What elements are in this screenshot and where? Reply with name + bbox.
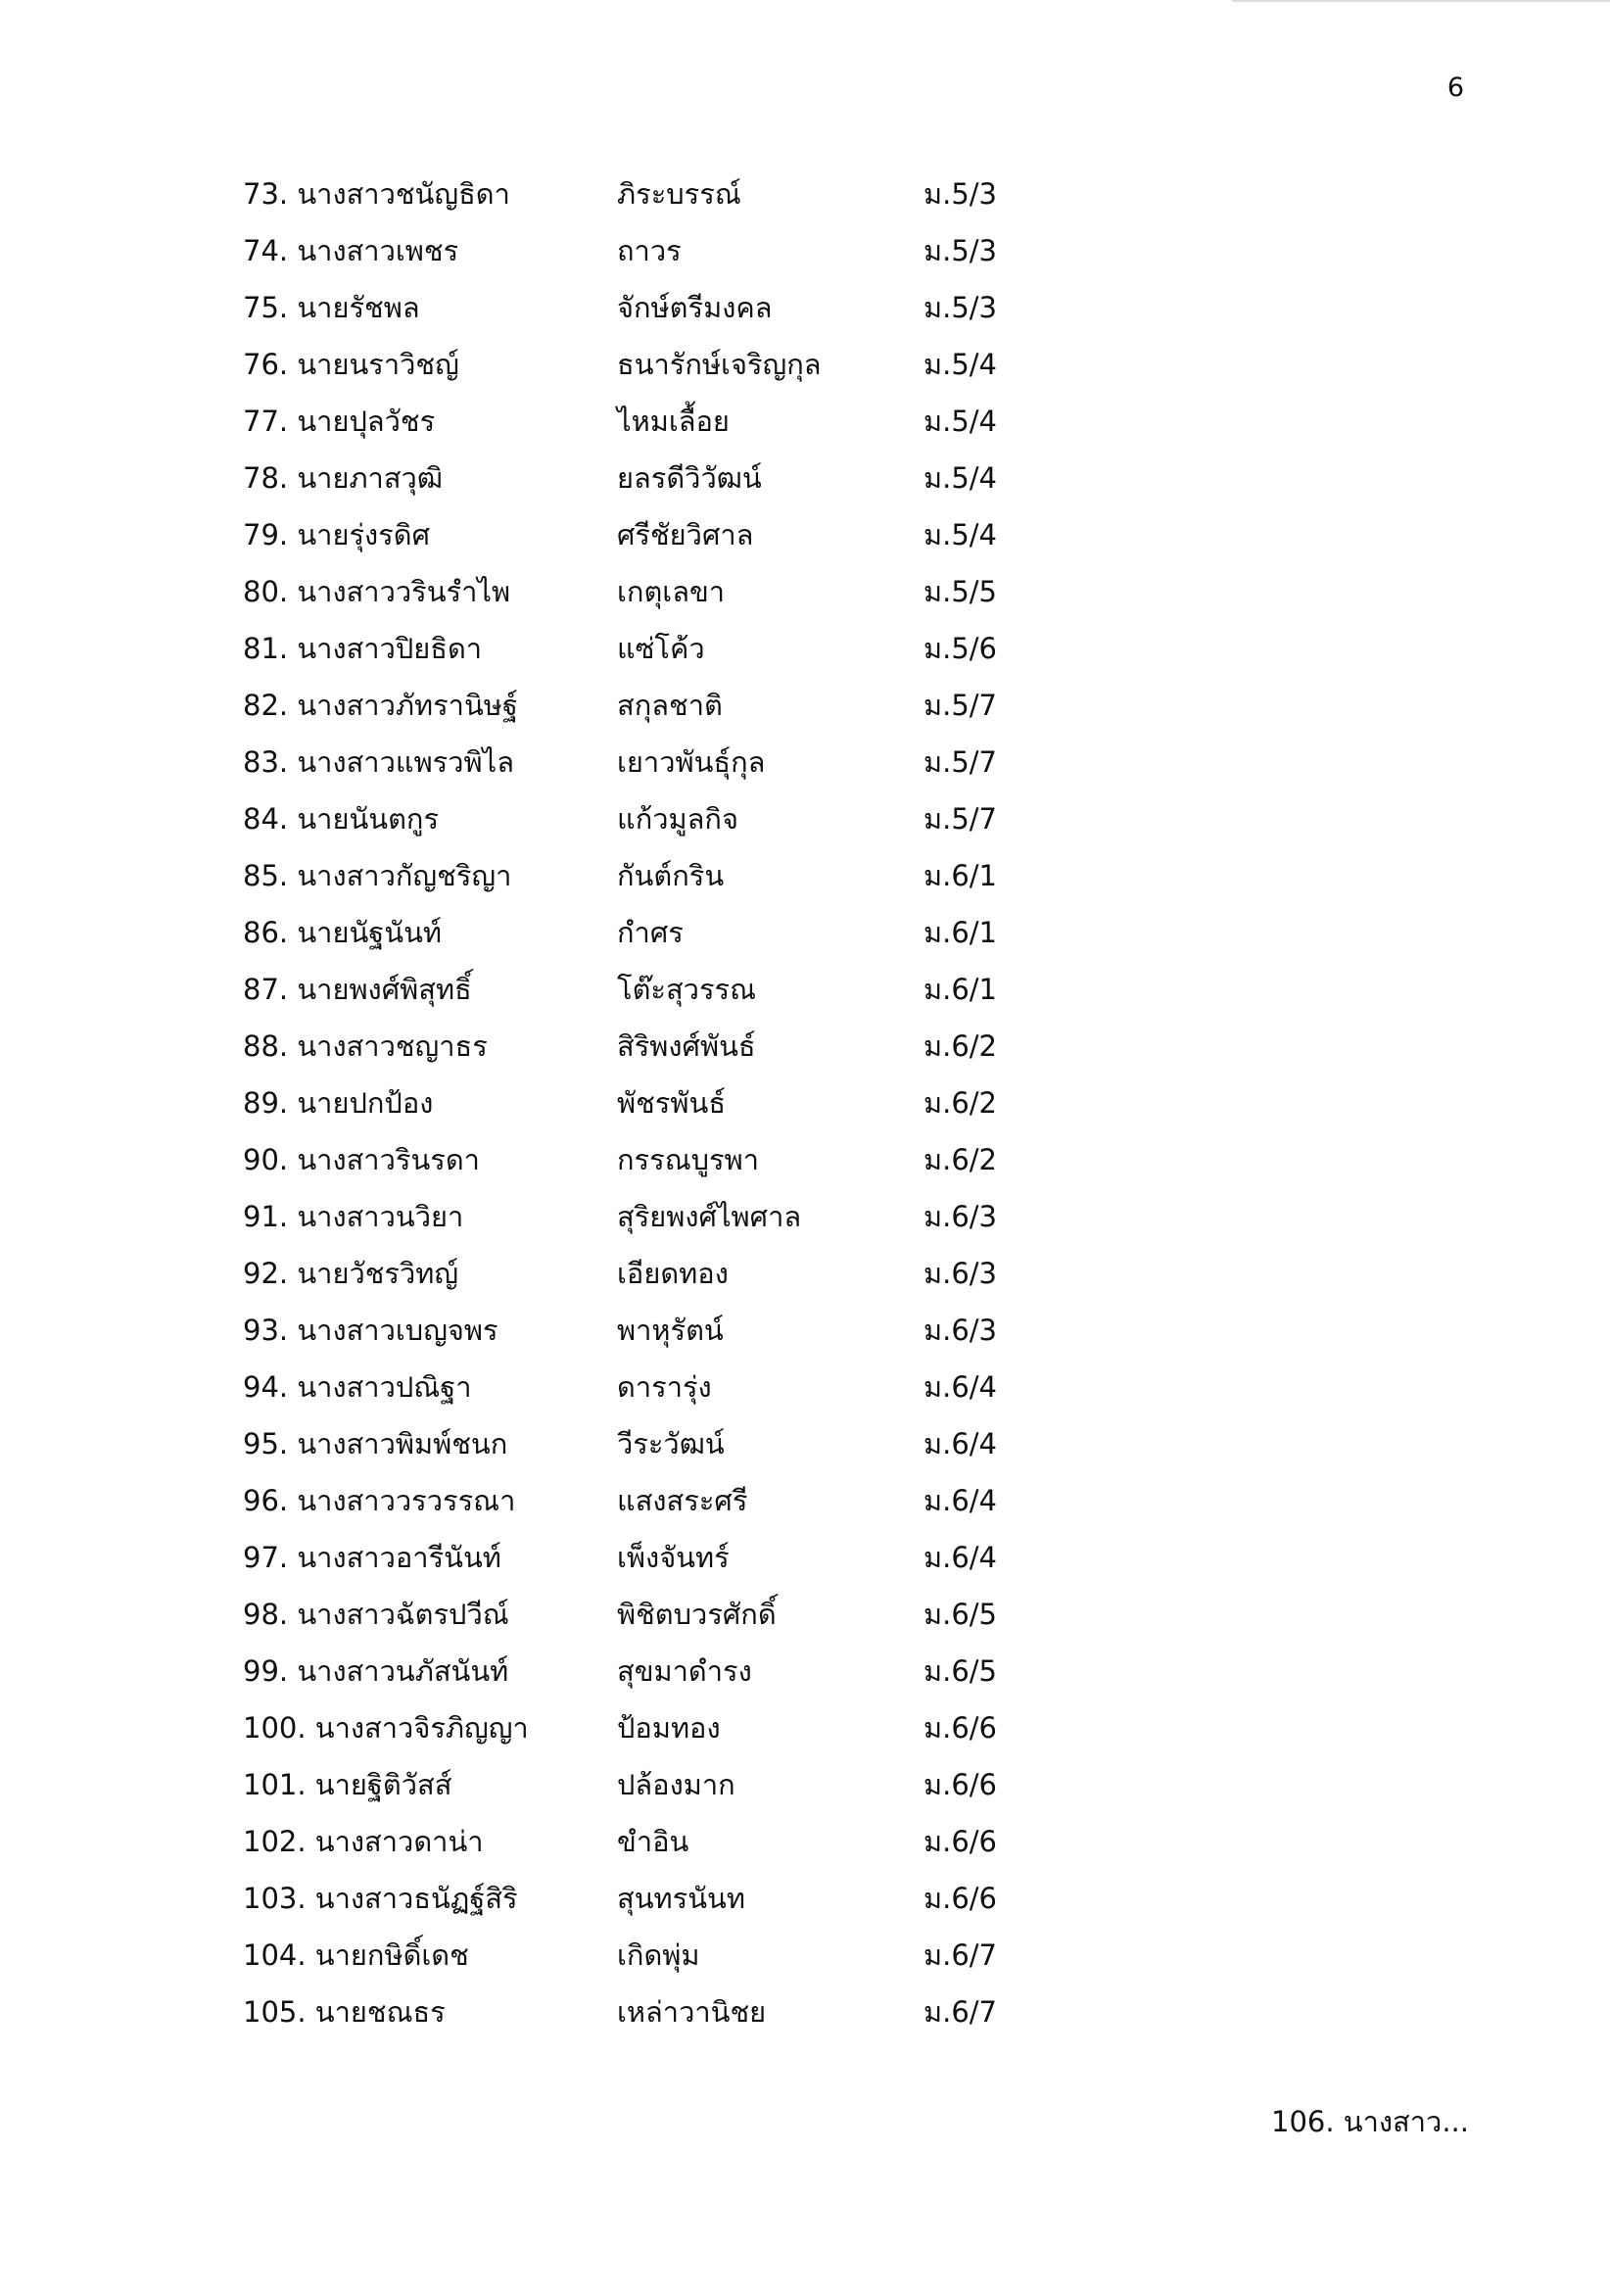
student-last-name: ขำอิน	[617, 1825, 689, 1858]
student-first-name: 87. นายพงศ์พิสุทธิ์	[243, 973, 472, 1006]
student-first-name: 105. นายชณธร	[243, 1995, 446, 2029]
list-item	[0, 913, 1610, 970]
student-last-name: สุขมาดำรง	[617, 1654, 752, 1688]
student-last-name: พาหุรัตน์	[617, 1314, 724, 1347]
list-item	[0, 1765, 1610, 1822]
list-item	[0, 1708, 1610, 1765]
student-first-name: 95. นางสาวพิมพ์ชนก	[243, 1427, 508, 1460]
student-first-name: 80. นางสาววรินรำไพ	[243, 575, 511, 608]
student-first-name: 89. นายปกป้อง	[243, 1086, 434, 1120]
student-last-name: โต๊ะสุวรรณ	[617, 973, 757, 1006]
student-class: ม.5/6	[923, 632, 998, 665]
student-class: ม.6/2	[923, 1143, 998, 1176]
student-class: ม.6/5	[923, 1654, 998, 1688]
student-last-name: จักษ์ตรีมงคล	[617, 291, 773, 324]
list-item	[0, 629, 1610, 686]
student-first-name: 73. นางสาวชนัญธิดา	[243, 177, 510, 211]
student-last-name: สุนทรนันท	[617, 1882, 745, 1915]
list-item	[0, 1822, 1610, 1879]
list-item	[0, 856, 1610, 913]
student-class: ม.5/4	[923, 461, 998, 495]
student-class: ม.6/4	[923, 1541, 998, 1574]
list-item	[0, 1083, 1610, 1140]
list-item	[0, 1936, 1610, 1992]
student-last-name: เอียดทอง	[617, 1257, 729, 1290]
student-class: ม.6/7	[923, 1995, 998, 2029]
list-item	[0, 686, 1610, 742]
list-item	[0, 1992, 1610, 2049]
student-first-name: 78. นายภาสวุฒิ	[243, 461, 444, 495]
student-last-name: ปล้องมาก	[617, 1768, 735, 1801]
student-class: ม.6/3	[923, 1257, 998, 1290]
list-item	[0, 1254, 1610, 1311]
list-item	[0, 1424, 1610, 1481]
student-last-name: พัชรพันธ์	[617, 1086, 727, 1120]
student-first-name: 76. นายนราวิชญ์	[243, 348, 459, 381]
student-last-name: เยาวพันธุ์กุล	[617, 745, 766, 779]
student-first-name: 104. นายกษิดิ์เดช	[243, 1938, 469, 1972]
student-last-name: วีระวัฒน์	[617, 1427, 725, 1460]
student-class: ม.6/7	[923, 1938, 998, 1972]
student-first-name: 100. นางสาวจิรภิญญา	[243, 1711, 529, 1745]
student-class: ม.6/6	[923, 1825, 998, 1858]
student-class: ม.5/4	[923, 405, 998, 438]
student-last-name: ธนารักษ์เจริญกุล	[617, 348, 822, 381]
student-class: ม.5/3	[923, 291, 998, 324]
list-item	[0, 231, 1610, 288]
student-last-name: สิริพงศ์พันธ์	[617, 1029, 756, 1063]
list-item	[0, 288, 1610, 345]
student-first-name: 94. นางสาวปณิฐา	[243, 1370, 472, 1404]
student-class: ม.6/6	[923, 1768, 998, 1801]
student-last-name: เกตุเลขา	[617, 575, 726, 608]
student-last-name: ยลรดีวิวัฒน์	[617, 461, 762, 495]
student-class: ม.6/4	[923, 1427, 998, 1460]
student-first-name: 88. นางสาวชญาธร	[243, 1029, 488, 1063]
list-item	[0, 572, 1610, 629]
student-class: ม.6/1	[923, 916, 998, 949]
student-class: ม.6/6	[923, 1711, 998, 1745]
list-item	[0, 1197, 1610, 1254]
student-last-name: ป้อมทอง	[617, 1711, 721, 1745]
student-class: ม.6/3	[923, 1200, 998, 1233]
student-first-name: 90. นางสาวรินรดา	[243, 1143, 480, 1176]
student-last-name: แสงสระศรี	[617, 1484, 748, 1517]
student-class: ม.6/3	[923, 1314, 998, 1347]
list-item	[0, 458, 1610, 515]
student-first-name: 93. นางสาวเบญจพร	[243, 1314, 498, 1347]
student-first-name: 99. นางสาวนภัสนันท์	[243, 1654, 509, 1688]
student-first-name: 81. นางสาวปิยธิดา	[243, 632, 483, 665]
student-class: ม.5/4	[923, 348, 998, 381]
list-item	[0, 1140, 1610, 1197]
student-last-name: กันต์กริน	[617, 859, 725, 892]
student-last-name: ภิระบรรณ์	[617, 177, 741, 211]
student-first-name: 75. นายรัชพล	[243, 291, 420, 324]
student-last-name: สุริยพงศ์ไพศาล	[617, 1200, 802, 1233]
student-class: ม.5/7	[923, 745, 998, 779]
list-item	[0, 345, 1610, 402]
student-first-name: 86. นายนัฐนันท์	[243, 916, 443, 949]
student-class: ม.6/1	[923, 973, 998, 1006]
student-last-name: ศรีชัยวิศาล	[617, 518, 754, 551]
list-item	[0, 1879, 1610, 1936]
student-first-name: 91. นางสาวนวิยา	[243, 1200, 464, 1233]
student-class: ม.6/4	[923, 1370, 998, 1404]
list-item	[0, 1481, 1610, 1538]
page-number: 6	[1446, 72, 1464, 103]
student-class: ม.5/5	[923, 575, 998, 608]
student-last-name: แก้วมูลกิจ	[617, 802, 738, 836]
scan-edge-line	[1232, 0, 1610, 2]
list-item	[0, 515, 1610, 572]
student-class: ม.6/6	[923, 1882, 998, 1915]
student-first-name: 85. นางสาวกัญชริญา	[243, 859, 512, 892]
list-item	[0, 742, 1610, 799]
student-first-name: 96. นางสาววรวรรณา	[243, 1484, 516, 1517]
student-first-name: 103. นางสาวธนัฏฐ์สิริ	[243, 1882, 518, 1915]
student-first-name: 101. นายฐิติวัสส์	[243, 1768, 452, 1801]
list-item	[0, 1595, 1610, 1651]
student-first-name: 83. นางสาวแพรวพิไล	[243, 745, 515, 779]
student-first-name: 77. นายปุลวัชร	[243, 405, 436, 438]
student-last-name: เหล่าวานิชย	[617, 1995, 767, 2029]
student-first-name: 79. นายรุ่งรดิศ	[243, 518, 430, 551]
student-class: ม.6/1	[923, 859, 998, 892]
list-item	[0, 1538, 1610, 1595]
student-class: ม.5/4	[923, 518, 998, 551]
list-item	[0, 799, 1610, 856]
student-first-name: 82. นางสาวภัทรานิษฐ์	[243, 689, 518, 722]
student-last-name: กรรณบูรพา	[617, 1143, 759, 1176]
student-class: ม.6/4	[923, 1484, 998, 1517]
student-last-name: ดารารุ่ง	[617, 1370, 712, 1404]
student-class: ม.5/3	[923, 177, 998, 211]
list-item	[0, 970, 1610, 1027]
list-item	[0, 174, 1610, 231]
student-first-name: 92. นายวัชรวิทญ์	[243, 1257, 459, 1290]
student-last-name: แซ่โค้ว	[617, 632, 705, 665]
student-class: ม.5/7	[923, 802, 998, 836]
continuation-note: 106. นางสาว...	[1271, 2105, 1469, 2138]
student-last-name: สกุลชาติ	[617, 689, 723, 722]
student-class: ม.6/2	[923, 1086, 998, 1120]
student-class: ม.5/7	[923, 689, 998, 722]
student-list	[0, 174, 1610, 2049]
student-last-name: ไหมเลื้อย	[617, 405, 730, 438]
student-first-name: 98. นางสาวฉัตรปวีณ์	[243, 1598, 509, 1631]
student-class: ม.6/2	[923, 1029, 998, 1063]
student-first-name: 84. นายนันตกูร	[243, 802, 440, 836]
student-last-name: ถาวร	[617, 234, 682, 267]
list-item	[0, 1027, 1610, 1083]
student-last-name: กำศร	[617, 916, 684, 949]
list-item	[0, 1651, 1610, 1708]
list-item	[0, 402, 1610, 458]
student-last-name: เกิดพุ่ม	[617, 1938, 700, 1972]
student-first-name: 102. นางสาวดาน่า	[243, 1825, 484, 1858]
list-item	[0, 1367, 1610, 1424]
student-class: ม.5/3	[923, 234, 998, 267]
student-last-name: พิชิตบวรศักดิ์	[617, 1598, 777, 1631]
list-item	[0, 1311, 1610, 1367]
student-last-name: เพ็งจันทร์	[617, 1541, 730, 1574]
student-first-name: 97. นางสาวอารีนันท์	[243, 1541, 501, 1574]
student-class: ม.6/5	[923, 1598, 998, 1631]
student-first-name: 74. นางสาวเพชร	[243, 234, 459, 267]
